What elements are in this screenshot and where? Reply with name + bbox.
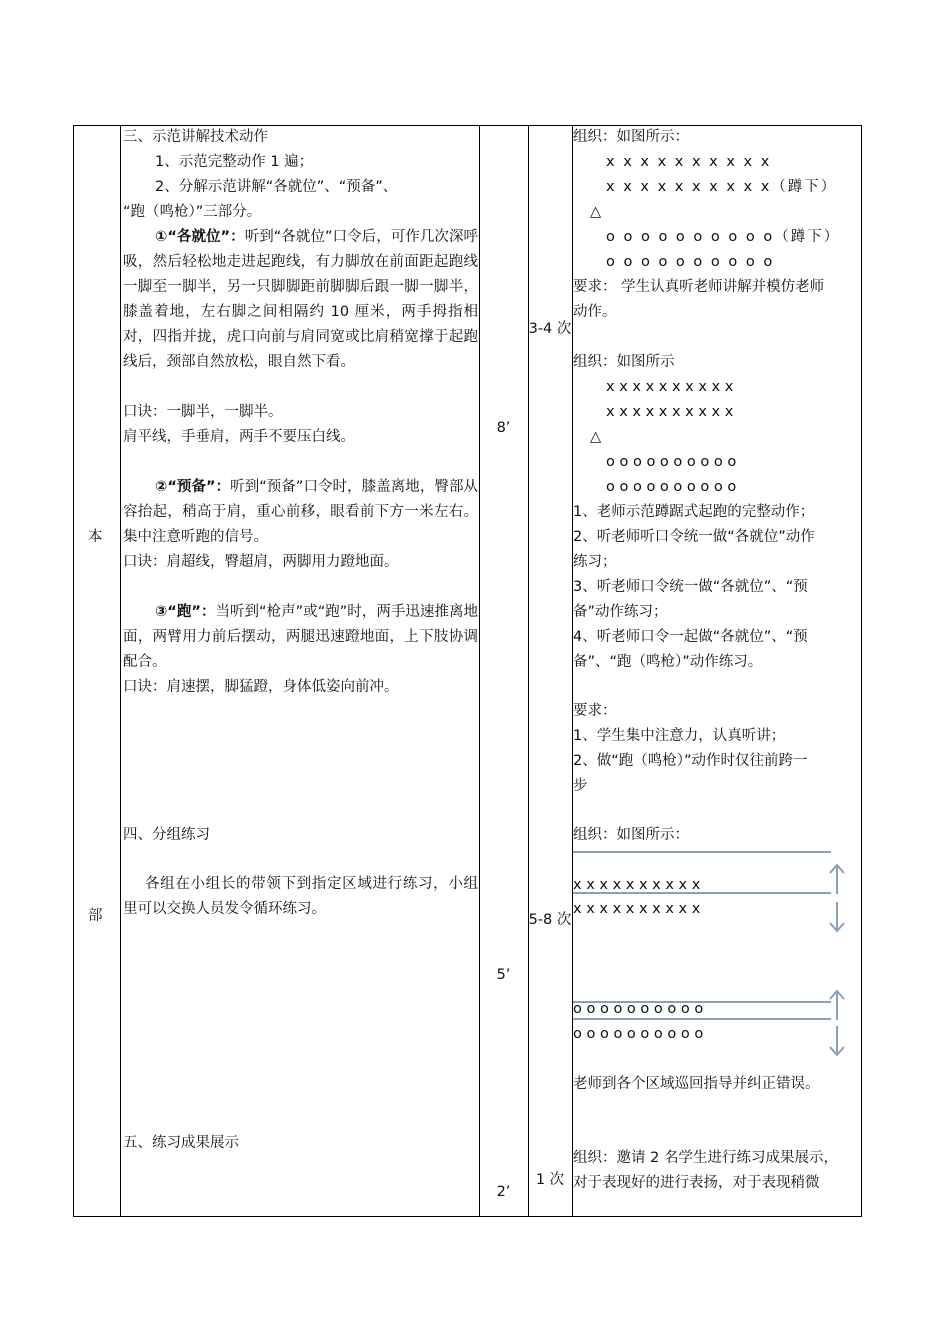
org-4-line-b: 对于表现好的进行表扬，对于表现稍微 xyxy=(573,1175,820,1191)
org-4-line-a: 组织：邀请 2 名学生进行练习成果展示， xyxy=(573,1150,838,1166)
section-3-item-2a: 2、分解示范讲解“各就位”、“预备”、 xyxy=(155,179,398,195)
step-2-heading: ②“预备”： xyxy=(155,479,231,495)
formation-row-o-2: o o o o o o o o o o xyxy=(606,254,775,270)
org-1-title: 组织：如图所示： xyxy=(573,129,689,145)
count-block-3: 1 次 xyxy=(535,1172,565,1188)
count-block-1: 3-4 次 xyxy=(528,321,572,337)
teacher-marker: △ xyxy=(590,204,602,220)
step-3-heading: ③“跑”： xyxy=(155,604,216,620)
step-2-paragraph xyxy=(123,475,478,550)
org-2-requirement-2b: 步 xyxy=(573,778,588,794)
section-label-bu: 部 xyxy=(88,908,103,924)
step-1-mnemonic-2: 肩平线，手垂肩，两手不要压白线。 xyxy=(123,429,355,445)
section-3-title: 三、示范讲解技术动作 xyxy=(123,129,268,145)
section-label-ben: 本 xyxy=(88,529,103,545)
column-divider xyxy=(528,126,529,1216)
time-block-3: 2’ xyxy=(496,1184,511,1200)
org-2-step-2b: 练习； xyxy=(573,554,617,570)
formation-row-x-1: x x x x x x x x x x xyxy=(606,379,734,395)
org-2-requirement-label: 要求： xyxy=(573,703,617,719)
org-2-step-3a: 3、听老师口令统一做“各就位”、“预 xyxy=(573,579,808,595)
arrow-down-icon xyxy=(827,900,847,934)
step-3-mnemonic: 口诀：肩速摆，脚猛蹬，身体低姿向前冲。 xyxy=(123,679,399,695)
step-1-mnemonic-1: 口诀：一脚半，一脚半。 xyxy=(123,404,283,420)
column-divider xyxy=(479,126,480,1216)
time-block-2: 5’ xyxy=(496,967,511,983)
time-block-1: 8’ xyxy=(496,420,511,436)
formation-row-x-2: x x x x x x x x x x xyxy=(573,901,701,917)
org-2-step-3b: 备”动作练习； xyxy=(573,604,668,620)
count-block-2: 5-8 次 xyxy=(528,912,572,928)
formation-row-o-2: o o o o o o o o o o xyxy=(573,1026,704,1042)
lane-line xyxy=(573,892,831,894)
org-2-step-1: 1、老师示范蹲踞式起跑的完整动作； xyxy=(573,504,815,520)
column-divider xyxy=(120,126,121,1216)
org-2-step-4b: 备”、“跑（鸣枪）”动作练习。 xyxy=(573,654,763,670)
lane-line xyxy=(573,851,831,853)
formation-row-o-1: o o o o o o o o o o xyxy=(573,1001,704,1017)
step-2-text: 听到“预备”口令时，膝盖离地，臀部从容抬起，稍高于肩，重心前移，眼看前下方一米左右。集中注意听跑的信号。 xyxy=(123,479,478,545)
teacher-marker: △ xyxy=(590,429,602,445)
org-2-requirement-1: 1、学生集中注意力，认真听讲； xyxy=(573,728,786,744)
org-2-requirement-2a: 2、做“跑（鸣枪）”动作时仅往前跨一 xyxy=(573,753,808,769)
section-3-item-2b: “跑（鸣枪）”三部分。 xyxy=(123,204,262,220)
formation-row-o-1: o o o o o o o o o o（蹲下） xyxy=(606,229,841,245)
org-2-title: 组织：如图所示 xyxy=(573,354,675,370)
org-1-requirement-a: 要求： 学生认真听老师讲解并模仿老师 xyxy=(573,279,825,295)
arrow-up-icon xyxy=(827,862,847,896)
step-1-paragraph xyxy=(123,225,478,375)
section-4-title: 四、分组练习 xyxy=(123,827,210,843)
formation-row-o-1: o o o o o o o o o o xyxy=(606,454,737,470)
arrow-up-icon xyxy=(827,988,847,1022)
step-1-heading: ①“各就位”： xyxy=(155,229,245,245)
formation-row-x-1: x x x x x x x x x x xyxy=(606,154,772,170)
lane-line xyxy=(573,1018,831,1020)
org-1-requirement-b: 动作。 xyxy=(573,304,617,320)
section-4-text: 各组在小组长的带领下到指定区域进行练习，小组里可以交换人员发令循环练习。 xyxy=(123,876,478,917)
org-3-title: 组织：如图所示： xyxy=(573,827,689,843)
step-1-text: 听到“各就位”口令后，可作几次深呼吸，然后轻松地走进起跑线，有力脚放在前面距起跑线一脚至一脚半，另一只脚脚距前脚脚后跟一脚一脚半，膝盖着地，左右脚之间相隔约 10 厘米，两手拇指相对，四指并拢，虎口向前与肩同宽或比肩稍宽撑于起跑线后，颈部自然放松，眼自然下看。 xyxy=(123,229,478,370)
org-2-step-2a: 2、听老师听口令统一做“各就位”动作 xyxy=(573,529,815,545)
formation-row-o-2: o o o o o o o o o o xyxy=(606,479,737,495)
org-2-step-4a: 4、听老师口令一起做“各就位”、“预 xyxy=(573,629,808,645)
formation-row-x-2: x x x x x x x x x x（蹲下） xyxy=(606,179,838,195)
org-3-note: 老师到各个区域巡回指导并纠正错误。 xyxy=(573,1076,820,1092)
arrow-down-icon xyxy=(827,1024,847,1058)
step-3-paragraph xyxy=(123,600,478,675)
formation-row-x-1: x x x x x x x x x x xyxy=(573,877,701,893)
step-3-text: 当听到“枪声”或“跑”时，两手迅速推离地面，两臂用力前后摆动，两腿迅速蹬地面，上下肢协调配合。 xyxy=(123,604,478,670)
step-2-mnemonic: 口诀：肩超线，臀超肩，两脚用力蹬地面。 xyxy=(123,554,399,570)
formation-row-x-2: x x x x x x x x x x xyxy=(606,404,734,420)
section-3-item-1: 1、示范完整动作 1 遍； xyxy=(155,154,314,170)
section-5-title: 五、练习成果展示 xyxy=(123,1135,239,1151)
